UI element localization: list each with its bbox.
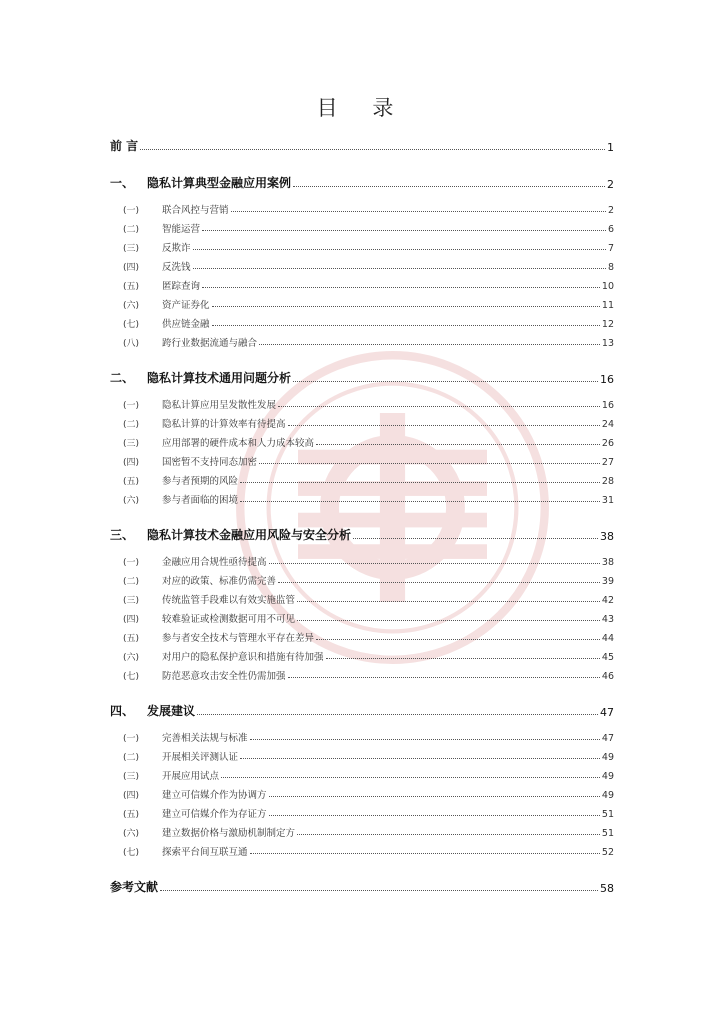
toc-section-entry[interactable]: [110, 625, 614, 644]
toc-entry-number: (二): [123, 420, 140, 430]
toc-entry-number: (四): [123, 615, 140, 625]
toc-dot-leader: [240, 482, 600, 483]
toc-entry-number: (二): [123, 225, 140, 235]
toc-entry-label: 发展建议: [147, 704, 196, 718]
toc-entry-number: (七): [123, 320, 140, 330]
toc-entry-label: 对应的政策、标准仍需完善: [162, 576, 277, 587]
toc-entry-number: (一): [123, 558, 140, 568]
toc-dot-leader: [197, 714, 598, 715]
toc-section-entry[interactable]: [110, 330, 614, 349]
toc-page-number: 6: [607, 224, 614, 235]
toc-entry-label: 隐私计算典型金融应用案例: [147, 176, 292, 190]
toc-entry-number: (三): [123, 244, 140, 254]
toc-dot-leader: [278, 406, 600, 407]
toc-entry-number: (七): [123, 672, 140, 682]
toc-entry-number: (七): [123, 848, 140, 858]
toc-entry-label: 参考文献: [110, 880, 159, 894]
toc-entry-number: (四): [123, 263, 140, 273]
toc-page-number: 10: [601, 281, 614, 292]
toc-page-number: 7: [607, 243, 614, 254]
toc-entry-number: (一): [123, 206, 140, 216]
toc-dot-leader: [297, 620, 600, 621]
toc-dot-leader: [288, 677, 600, 678]
toc-page-number: 44: [601, 633, 614, 644]
toc-section-entry[interactable]: [110, 820, 614, 839]
toc-chapter-entry[interactable]: [110, 134, 614, 154]
toc-entry-label: 传统监管手段难以有效实施监管: [162, 595, 296, 606]
toc-section-entry[interactable]: [110, 606, 614, 625]
toc-page-number: 43: [601, 614, 614, 625]
toc-dot-leader: [140, 149, 605, 150]
toc-section-entry[interactable]: [110, 587, 614, 606]
toc-chapter-entry[interactable]: [110, 171, 614, 191]
page-title: 目 录: [316, 96, 408, 120]
toc-page-number: 31: [601, 495, 614, 506]
toc-dot-leader: [259, 344, 600, 345]
toc-dot-leader: [278, 582, 600, 583]
toc-dot-leader: [212, 306, 600, 307]
toc-dot-leader: [221, 777, 600, 778]
toc-page-number: 46: [601, 671, 614, 682]
toc-entry-label: 联合风控与营销: [162, 205, 229, 216]
toc-section-entry[interactable]: [110, 568, 614, 587]
toc-entry-number: (八): [123, 339, 140, 349]
toc-page-number: 1: [607, 141, 614, 154]
toc-section-entry[interactable]: [110, 235, 614, 254]
toc-entry-label: 建立可信媒介作为存证方: [162, 809, 267, 820]
toc-chapter-entry[interactable]: [110, 699, 614, 719]
toc-dot-leader: [193, 268, 606, 269]
toc-section-entry[interactable]: [110, 801, 614, 820]
toc-entry-number: 四、: [110, 704, 135, 718]
toc-section-entry[interactable]: [110, 292, 614, 311]
toc-entry-label: 参与者安全技术与管理水平存在差异: [162, 633, 315, 644]
toc-section-entry[interactable]: [110, 392, 614, 411]
toc-section-entry[interactable]: [110, 311, 614, 330]
toc-page-number: 58: [600, 882, 614, 895]
toc-entry-label: 供应链金融: [162, 319, 210, 330]
toc-entry-label: 前 言: [110, 139, 139, 153]
toc-entry-label: 匿踪查询: [162, 281, 201, 292]
toc-section-entry[interactable]: [110, 839, 614, 858]
toc-dot-leader: [250, 739, 600, 740]
toc-page-number: 24: [601, 419, 614, 430]
toc-entry-label: 对用户的隐私保护意识和措施有待加强: [162, 652, 324, 663]
toc-entry-label: 开展应用试点: [162, 771, 220, 782]
toc-entry-label: 防范恶意攻击安全性仍需加强: [162, 671, 286, 682]
toc-dot-leader: [240, 501, 600, 502]
toc-entry-number: (一): [123, 401, 140, 411]
toc-entry-number: (二): [123, 577, 140, 587]
toc-chapter-entry[interactable]: [110, 523, 614, 543]
toc-section-entry[interactable]: [110, 549, 614, 568]
toc-section-entry[interactable]: [110, 782, 614, 801]
toc-page-number: 16: [601, 400, 614, 411]
toc-entry-number: (六): [123, 496, 140, 506]
toc-entry-number: (五): [123, 282, 140, 292]
toc-page-number: 13: [601, 338, 614, 349]
toc-entry-label: 完善相关法规与标准: [162, 733, 248, 744]
toc-section-entry[interactable]: [110, 197, 614, 216]
toc-entry-number: (六): [123, 301, 140, 311]
toc-entry-number: (五): [123, 810, 140, 820]
toc-entry-number: 三、: [110, 528, 135, 542]
toc-page-number: 12: [601, 319, 614, 330]
toc-dot-leader: [293, 381, 598, 382]
toc-page-number: 47: [600, 706, 614, 719]
toc-entry-number: (三): [123, 772, 140, 782]
toc-entry-number: (三): [123, 596, 140, 606]
toc-page-number: 49: [601, 752, 614, 763]
toc-page-number: 51: [601, 809, 614, 820]
toc-entry-label: 参与者面临的困境: [162, 495, 239, 506]
toc-entry-label: 建立数据价格与激励机制制定方: [162, 828, 296, 839]
toc-page-number: 52: [601, 847, 614, 858]
toc-entry-number: (五): [123, 477, 140, 487]
toc-dot-leader: [269, 796, 600, 797]
toc-dot-leader: [326, 658, 600, 659]
toc-entry-number: (一): [123, 734, 140, 744]
toc-section-entry[interactable]: [110, 744, 614, 763]
toc-dot-leader: [269, 815, 600, 816]
toc-section-entry[interactable]: [110, 273, 614, 292]
toc-entry-number: (三): [123, 439, 140, 449]
toc-entry-number: (六): [123, 829, 140, 839]
toc-section-entry[interactable]: [110, 449, 614, 468]
toc-dot-leader: [316, 639, 600, 640]
toc-section-entry[interactable]: [110, 663, 614, 682]
toc-section-entry[interactable]: [110, 430, 614, 449]
toc-dot-leader: [202, 287, 600, 288]
toc-page-number: 49: [601, 790, 614, 801]
toc-entry-number: (四): [123, 791, 140, 801]
toc-chapter-entry[interactable]: [110, 875, 614, 895]
toc-dot-leader: [259, 463, 600, 464]
toc-page-number: 51: [601, 828, 614, 839]
toc-dot-leader: [288, 425, 600, 426]
toc-section-entry[interactable]: [110, 468, 614, 487]
toc-dot-leader: [160, 890, 598, 891]
toc-entry-label: 智能运营: [162, 224, 201, 235]
toc-page-number: 38: [601, 557, 614, 568]
toc-dot-leader: [202, 230, 606, 231]
toc-entry-label: 隐私计算技术通用问题分析: [147, 371, 292, 385]
toc-section-entry[interactable]: [110, 644, 614, 663]
toc-dot-leader: [269, 563, 600, 564]
toc-entry-label: 资产证券化: [162, 300, 210, 311]
toc-entry-label: 建立可信媒介作为协调方: [162, 790, 267, 801]
toc-section-entry[interactable]: [110, 763, 614, 782]
toc-entry-label: 隐私计算技术金融应用风险与安全分析: [147, 528, 352, 542]
toc-entry-label: 跨行业数据流通与融合: [162, 338, 258, 349]
toc-entry-label: 隐私计算的计算效率有待提高: [162, 419, 286, 430]
toc-page-number: 2: [607, 178, 614, 191]
toc-dot-leader: [240, 758, 600, 759]
toc-page-number: 49: [601, 771, 614, 782]
toc-entry-number: (二): [123, 753, 140, 763]
toc-section-entry[interactable]: [110, 216, 614, 235]
toc-entry-number: 二、: [110, 371, 135, 385]
toc-dot-leader: [193, 249, 606, 250]
toc-dot-leader: [212, 325, 600, 326]
toc-page-number: 45: [601, 652, 614, 663]
toc-page-number: 47: [601, 733, 614, 744]
toc-dot-leader: [293, 186, 605, 187]
toc-entry-label: 探索平台间互联互通: [162, 847, 248, 858]
toc-page-number: 2: [607, 205, 614, 216]
toc-entry-number: (六): [123, 653, 140, 663]
toc-dot-leader: [316, 444, 600, 445]
toc-page-number: 27: [601, 457, 614, 468]
toc-page-number: 28: [601, 476, 614, 487]
toc-section-entry[interactable]: [110, 725, 614, 744]
toc-entry-label: 参与者预期的风险: [162, 476, 239, 487]
toc-chapter-entry[interactable]: [110, 366, 614, 386]
toc-dot-leader: [297, 601, 600, 602]
table-of-contents: [110, 134, 614, 901]
toc-page-number: 26: [601, 438, 614, 449]
toc-entry-number: 一、: [110, 176, 135, 190]
toc-dot-leader: [353, 538, 598, 539]
toc-section-entry[interactable]: [110, 487, 614, 506]
toc-entry-label: 隐私计算应用呈发散性发展: [162, 400, 277, 411]
toc-dot-leader: [231, 211, 606, 212]
toc-page-number: 39: [601, 576, 614, 587]
toc-entry-number: (五): [123, 634, 140, 644]
toc-dot-leader: [250, 853, 600, 854]
toc-entry-label: 开展相关评测认证: [162, 752, 239, 763]
toc-page-number: 16: [600, 373, 614, 386]
toc-page-number: 42: [601, 595, 614, 606]
toc-page-number: 11: [601, 300, 614, 311]
toc-page-number: 38: [600, 530, 614, 543]
toc-entry-label: 反欺诈: [162, 243, 191, 254]
toc-entry-label: 较难验证或检测数据可用不可见: [162, 614, 296, 625]
toc-entry-label: 国密暂不支持同态加密: [162, 457, 258, 468]
toc-dot-leader: [297, 834, 600, 835]
toc-section-entry[interactable]: [110, 411, 614, 430]
toc-entry-label: 应用部署的硬件成本和人力成本较高: [162, 438, 315, 449]
toc-page-number: 8: [607, 262, 614, 273]
toc-entry-label: 反洗钱: [162, 262, 191, 273]
toc-entry-label: 金融应用合规性亟待提高: [162, 557, 267, 568]
toc-entry-number: (四): [123, 458, 140, 468]
toc-section-entry[interactable]: [110, 254, 614, 273]
